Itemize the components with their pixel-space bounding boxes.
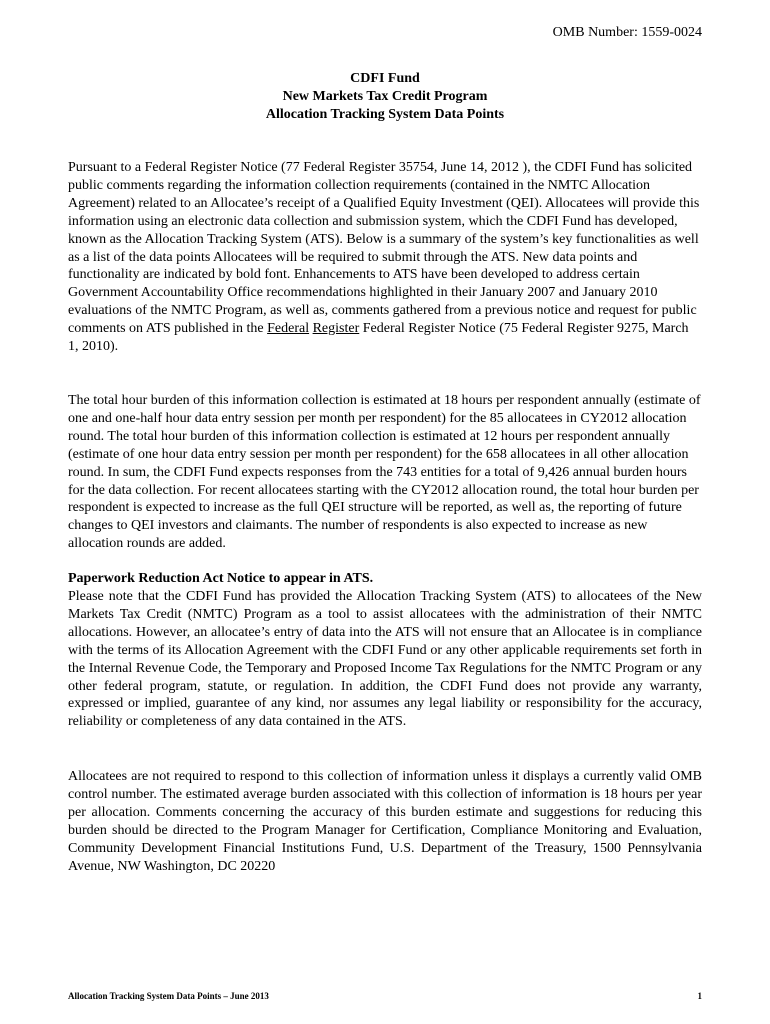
intro-paragraph [68,159,702,356]
notice-paragraph-disclaimer: Please note that the CDFI Fund has provided the Allocation Tracking System (ATS) to allocatees of the New Markets Tax Credit (NMTC) Program as a tool to assist allocatees with the administration of their NMTC allocations. However, an allocatee’s entry of data into the ATS will not ensure that an Allocatee is in compliance with the terms of its Allocation Agreement with the CDFI Fund or any other applicable requirements set forth in the Internal Revenue Code, the Temporary and Proposed Income Tax Regulations for the NMTC Program or any other federal program, statute, or regulation. In addition, the CDFI Fund does not provide any warranty, expressed or implied, guarantee of any kind, nor assumes any legal liability or responsibility for the accuracy, reliability or completeness of any data contained in the ATS. [68,589,702,730]
notice-heading: Paperwork Reduction Act Notice to appear in ATS. [68,571,374,586]
title-line-document: Allocation Tracking System Data Points [265,107,505,122]
burden-paragraph: The total hour burden of this information collection is estimated at 18 hours per respondent annually (estimate of one and one-half hour data entry session per month per respondent) for the 85 allocatees in CY2012 allocation round. The total hour burden of this information collection is estimated at 12 hours per respondent annually (estimate of one hour data entry session per month per respondent) for the 658 allocatees in all other allocation round. In sum, the CDFI Fund expects responses from the 743 entities for a total of 9,426 annual burden hours for the data collection. For recent allocatees starting with the CY2012 allocation round, the total hour burden per respondent is expected to increase as the full QEI structure will be reported, as well as, the reporting of future changes to QEI investors and claimants. The number of respondents is also expected to increase as new allocation rounds are added. [68,393,701,552]
intro-text-after: Federal Register Notice (75 Federal Register 9275, March 1, 2010). [68,321,689,355]
underlined-register: Register [312,321,360,337]
omb-number: OMB Number: 1559-0024 [552,25,702,40]
underlined-federal: Federal [267,321,310,337]
footer-title: Allocation Tracking System Data Points – June 2013 [68,991,269,1001]
notice-paragraph-omb: Allocatees are not required to respond to this collection of information unless it displays a currently valid OMB control number. The estimated average burden associated with this collection of information is 18 hours per year per allocation. Comments concerning the accuracy of this burden estimate and suggestions for reducing this burden should be directed to the Program Manager for Certification, Compliance Monitoring and Evaluation, Community Development Financial Institutions Fund, U.S. Department of the Treasury, 1500 Pennsylvania Avenue, NW Washington, DC 20220 [68,769,702,874]
intro-text-before: Pursuant to a Federal Register Notice (77 Federal Register 35754, June 14, 2012 ), the CDFI Fund has solicited public comments regarding the information collection requirements (contained in the NMTC Allocation Agreement) related to an Allocatee’s receipt of a Qualified Equity Investment (QEI). Allocatees will provide this information using an electronic data collection and submission system, which the CDFI Fund has developed, known as the Allocation Tracking System (ATS). Below is a summary of the system’s key functionalities as well as a list of the data points Allocatees will be required to submit through the ATS. New data points and functionality are indicated by bold font. Enhancements to ATS have been developed to address certain Government Accountability Office recommendations highlighted in their January 2007 and January 2010 evaluations of the NMTC Program, as well as, comments gathered from a previous notice and request for public comments on ATS published in the [68,160,700,337]
document-title [0,70,770,124]
title-line-program: New Markets Tax Credit Program [282,89,488,104]
title-line-org: CDFI Fund [350,71,420,86]
page-number: 1 [697,991,702,1001]
